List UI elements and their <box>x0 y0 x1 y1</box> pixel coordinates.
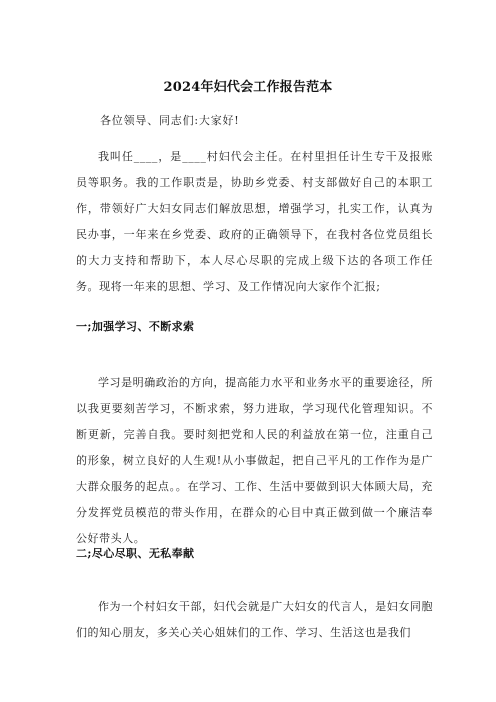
section-heading-study: 一;加强学习、不断求索 <box>76 320 195 333</box>
paragraph-intro: 我叫任____，是____村妇代会主任。在村里担任计生专干及报账员等职务。我的工作职责是，协助乡党委、村支部做好自己的本职工作，带领好广大妇女同志们解放思想，增强学习，扎实工作，认真为民办事，一年来在乡党委、政府的正确领导下，在我村各位党员组长的大力支持和帮助下，本人尽心尽职的完成上级下达的各项工作任务。现将一年来的思想、学习、及工作情况向大家作个汇报; <box>76 150 433 293</box>
section-heading-dedication: 二;尽心尽职、无私奉献 <box>76 547 195 560</box>
greeting-line: 各位领导、同志们:大家好! <box>100 114 240 127</box>
paragraph-study: 学习是明确政治的方向，提高能力水平和业务水平的重要途径，所以我更要刻苦学习，不断求索，努力进取，学习现代化管理知识。不断更新，完善自我。要时刻把党和人民的利益放在第一位，注重自己的形象，树立良好的人生观!从小事做起，把自己平凡的工作作为是广大群众服务的起点。。在学习、工作、生活中要做到识大体顾大局，充分发挥党员模范的带头作用，在群众的心目中真正做到做一个廉洁奉公好带头人。 <box>76 376 433 545</box>
paragraph-dedication: 作为一个村妇女干部，妇代会就是广大妇女的代言人，是妇女同胞们的知心朋友，多关心关心姐妹们的工作、学习、生活这也是我们 <box>76 600 433 639</box>
document-title: 2024年妇代会工作报告范本 <box>163 80 333 95</box>
